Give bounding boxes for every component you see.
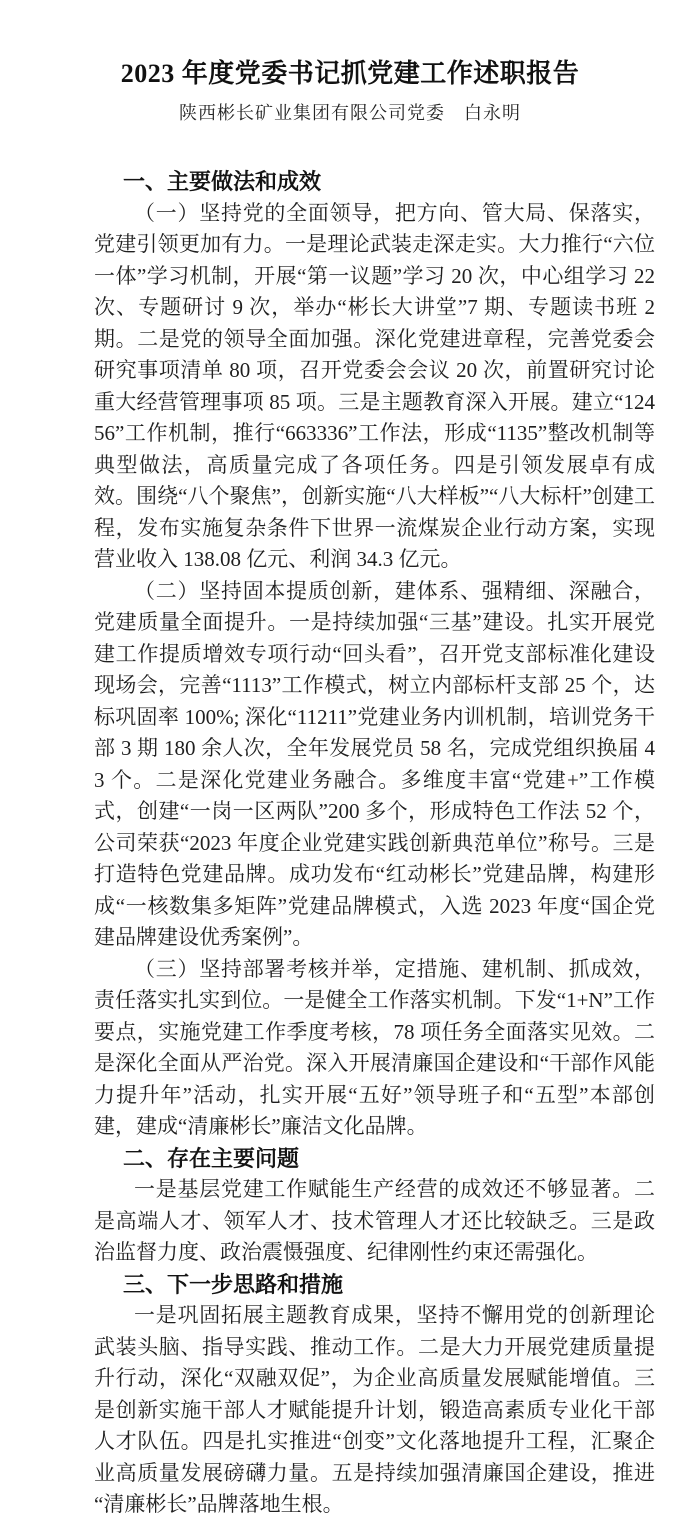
document-byline: 陕西彬长矿业集团有限公司党委 白永明 xyxy=(179,103,521,123)
document-header xyxy=(0,0,700,128)
paragraph-practices-2: （二）坚持固本提质创新，建体系、强精细、深融合，党建质量全面提升。一是持续加强“三基”建设。扎实开展党建工作提质增效专项行动“回头看”，召开党支部标准化建设现场会，完善“1113”工作模式，树立内部标杆支部 25 个，达标巩固率 100%; 深化“11211”党建业务内训机制，培训党务干部 3 期 180 余人次，全年发展党员 58 名，完成党组织换届 43 个。二是深化党建业务融合。多维度丰富“党建+”工作模式，创建“一岗一区两队”200 多个，形成特色工作法 52 个，公司荣获“2023 年度企业党建实践创新典范单位”称号。三是打造特色党建品牌。成功发布“红动彬长”党建品牌，构建形成“一核数集多矩阵”党建品牌模式，入选 2023 年度“国企党建品牌建设优秀案例”。 xyxy=(94,578,655,949)
section-heading-main-practices: 一、主要做法和成效 xyxy=(123,169,322,194)
paragraph-problems-1: 一是基层党建工作赋能生产经营的成效还不够显著。二是高端人才、领军人才、技术管理人才还比较缺乏。三是政治监督力度、政治震慑强度、纪律刚性约束还需强化。 xyxy=(94,1177,655,1264)
document-body xyxy=(94,166,655,1521)
section-heading-next-steps: 三、下一步思路和措施 xyxy=(123,1271,344,1297)
paragraph-practices-1: （一）坚持党的全面领导，把方向、管大局、保落实，党建引领更加有力。一是理论武装走深走实。大力推行“六位一体”学习机制，开展“第一议题”学习 20 次，中心组学习 22 次、专题研讨 9 次，举办“彬长大讲堂”7 期、专题读书班 2 期。二是党的领导全面加强。深化党建进章程，完善党委会研究事项清单 80 项，召开党委会会议 20 次，前置研究讨论重大经营管理事项 85 项。三是主题教育深入开展。建立“12456”工作机制，推行“663336”工作法，形成“1135”整改机制等典型做法，高质量完成了各项任务。四是引领发展卓有成效。围绕“八个聚焦”，创新实施“八大样板”“八大标杆”创建工程，发布实施复杂条件下世界一流煤炭企业行动方案，实现营业收入 138.08 亿元、利润 34.3 亿元。 xyxy=(94,200,655,571)
document-title: 2023 年度党委书记抓党建工作述职报告 xyxy=(120,59,580,88)
section-heading-problems: 二、存在主要问题 xyxy=(123,1145,300,1171)
paragraph-next-steps-1: 一是巩固拓展主题教育成果，坚持不懈用党的创新理论武装头脑、指导实践、推动工作。二是大力开展党建质量提升行动，深化“双融双促”，为企业高质量发展赋能增值。三是创新实施干部人才赋能提升计划，锻造高素质专业化干部人才队伍。四是扎实推进“创变”文化落地提升工程，汇聚企业高质量发展磅礴力量。五是持续加强清廉国企建设，推进“清廉彬长”品牌落地生根。 xyxy=(94,1303,655,1516)
paragraph-practices-3: （三）坚持部署考核并举，定措施、建机制、抓成效，责任落实扎实到位。一是健全工作落实机制。下发“1+N”工作要点，实施党建工作季度考核，78 项任务全面落实见效。二是深化全面从严治党。深入开展清廉国企建设和“干部作风能力提升年”活动，扎实开展“五好”领导班子和“五型”本部创建，建成“清廉彬长”廉洁文化品牌。 xyxy=(94,956,655,1138)
